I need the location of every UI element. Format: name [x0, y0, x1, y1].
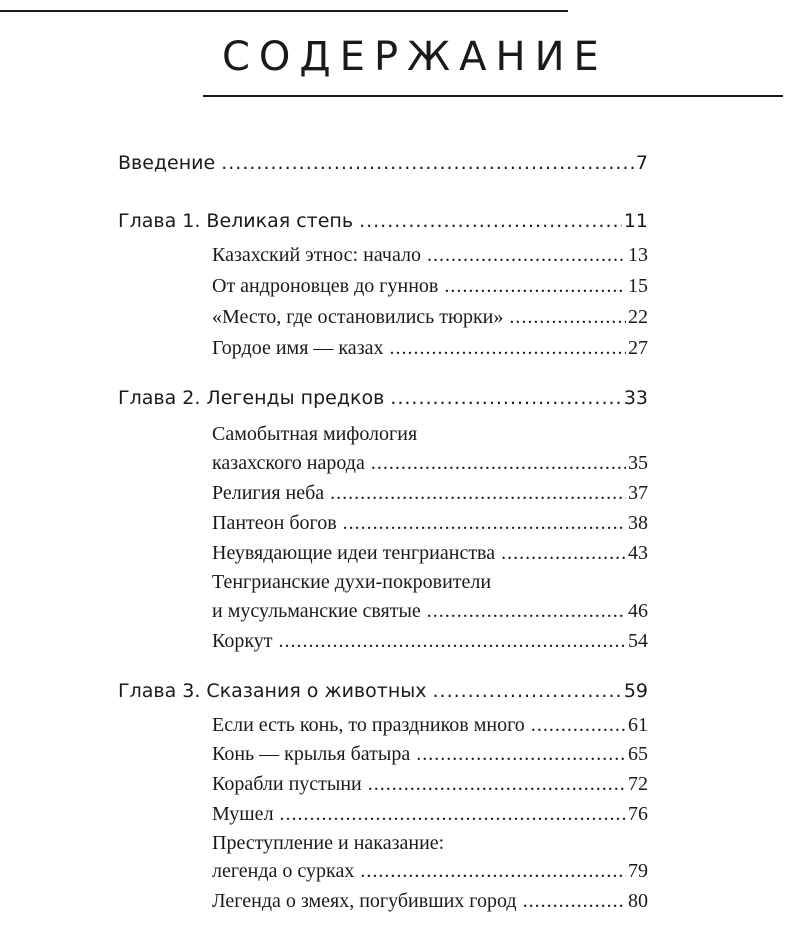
toc-entry[interactable] [212, 712, 648, 738]
toc-entry-label-line1: Тенгрианские духи-покровители [212, 571, 492, 593]
dot-leader [389, 335, 626, 361]
toc-entry-label: и мусульманские святые [212, 600, 421, 622]
toc-entry-label: легенда о сурках [212, 860, 355, 882]
toc-entry-label: Неувядающие идеи тенгрианства [212, 542, 496, 564]
toc-entry-page: 65 [628, 743, 648, 765]
toc-entry-page: 7 [635, 152, 648, 174]
toc-entry-label: Введение [118, 152, 216, 174]
toc-chapter-3[interactable] [118, 678, 648, 704]
dot-leader [444, 273, 626, 299]
toc-entry[interactable] [212, 628, 648, 654]
toc-entry-page: 13 [628, 244, 648, 266]
toc-entry-label: Коркут [212, 630, 273, 652]
toc-entry-label: Религия неба [212, 482, 325, 504]
toc-entry-page: 46 [628, 600, 648, 622]
toc-entry-label: Мушел [212, 803, 274, 825]
dot-leader [509, 304, 626, 330]
toc-entry[interactable] [212, 335, 648, 361]
toc-entry-label: От андроновцев до гуннов [212, 275, 439, 297]
dot-leader [416, 741, 626, 767]
toc-chapter-1[interactable] [118, 208, 648, 234]
toc-entry-label-line1: Самобытная мифология [212, 423, 418, 445]
toc-entry-page: 37 [628, 482, 648, 504]
dot-leader [368, 771, 626, 797]
toc-entry-label: «Место, где остановились тюрки» [212, 306, 504, 328]
toc-entry-label: Легенда о змеях, погубивших город [212, 890, 517, 912]
dot-leader [221, 150, 634, 176]
toc-entry-page: 15 [628, 275, 648, 297]
dot-leader [531, 712, 626, 738]
toc-chapter-page: 11 [623, 210, 648, 232]
toc-entry[interactable] [212, 510, 648, 536]
toc-entry-intro[interactable] [118, 150, 648, 176]
toc-entry[interactable] [212, 888, 648, 914]
toc-entry[interactable] [212, 242, 648, 268]
toc-entry[interactable] [212, 480, 648, 506]
toc-entry-label-line1: Преступление и наказание: [212, 832, 445, 854]
dot-leader [390, 385, 622, 411]
dot-leader [330, 480, 626, 506]
dot-leader [371, 450, 626, 476]
toc-entry-page: 80 [628, 890, 648, 912]
toc-entry-label: Пантеон богов [212, 512, 337, 534]
toc-entry[interactable] [212, 858, 648, 884]
toc-entry-page: 22 [628, 306, 648, 328]
dot-leader [432, 678, 621, 704]
toc-entry-label: Гордое имя — казах [212, 337, 384, 359]
toc-entry[interactable] [212, 598, 648, 624]
toc-chapter-label: Глава 2. Легенды предков [118, 387, 385, 409]
toc-chapter-label: Глава 1. Великая степь [118, 210, 354, 232]
toc-entry[interactable] [212, 801, 648, 827]
toc-entry-page: 27 [628, 337, 648, 359]
dot-leader [427, 598, 626, 624]
dot-leader [360, 858, 626, 884]
toc-chapter-page: 33 [623, 387, 648, 409]
toc-entry-page: 38 [628, 512, 648, 534]
toc-chapter-label: Глава 3. Сказания о животных [118, 680, 427, 702]
dot-leader [427, 242, 626, 268]
toc-entry[interactable] [212, 304, 648, 330]
toc-entry[interactable] [212, 741, 648, 767]
toc-entry[interactable] [212, 771, 648, 797]
page-title: СОДЕРЖАНИЕ [222, 34, 608, 80]
toc-chapter-2[interactable] [118, 385, 648, 411]
dot-leader [280, 801, 626, 827]
toc-entry[interactable] [212, 450, 648, 476]
toc-entry-page: 35 [628, 452, 648, 474]
toc-entry-page: 61 [628, 714, 648, 736]
toc-chapter-page: 59 [623, 680, 648, 702]
toc-entry[interactable] [212, 273, 648, 299]
toc-entry-label: Если есть конь, то праздников много [212, 714, 525, 736]
toc-entry-label: Казахский этнос: начало [212, 244, 421, 266]
toc-entry-label: Корабли пустыни [212, 773, 362, 795]
dot-leader [501, 540, 626, 566]
toc-entry-label: Конь — крылья батыра [212, 743, 411, 765]
toc-entry-page: 54 [628, 630, 648, 652]
dot-leader [523, 888, 626, 914]
dot-leader [343, 510, 626, 536]
toc-entry-page: 72 [628, 773, 648, 795]
toc-entry-page: 79 [628, 860, 648, 882]
toc-entry[interactable] [212, 540, 648, 566]
toc-entry-page: 76 [628, 803, 648, 825]
toc-entry-label: казахского народа [212, 452, 365, 474]
toc-entry-page: 43 [628, 542, 648, 564]
dot-leader [279, 628, 626, 654]
dot-leader [359, 208, 622, 234]
